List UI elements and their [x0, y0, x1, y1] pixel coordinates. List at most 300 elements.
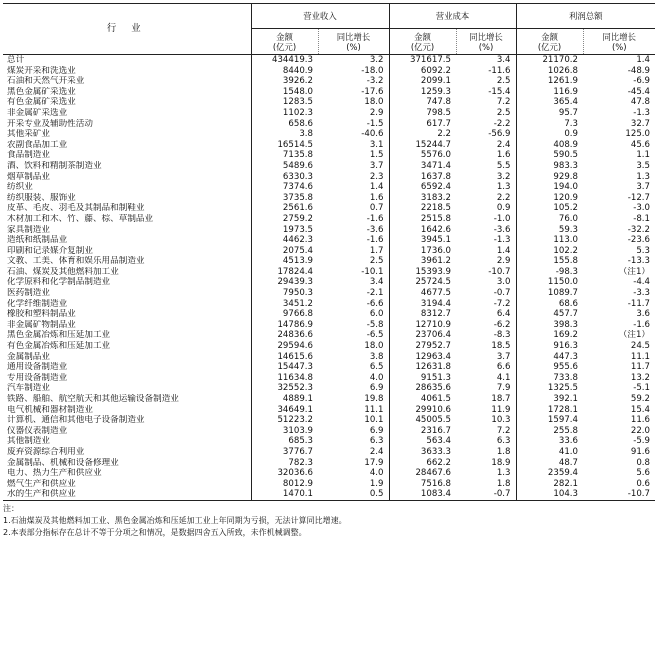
revenue-amount-cell: 1102.3 [282, 107, 313, 118]
profit-amount-cell: 1597.4 [547, 415, 578, 426]
cost-amount-cell: 6592.4 [420, 182, 451, 193]
profit-amount-cell: 48.7 [558, 457, 578, 468]
revenue-growth-cell: -5.8 [318, 320, 389, 331]
profit-amount-cell: 120.9 [553, 192, 578, 203]
cost-amount-cell: 1642.6 [420, 224, 451, 235]
industry-name-cell: 石油和天然气开采业 [3, 76, 251, 87]
revenue-amount-cell: 17824.4 [277, 266, 313, 277]
profit-amount-cell: 1325.5 [547, 383, 578, 394]
industry-name-cell: 仪器仪表制造业 [3, 426, 251, 437]
revenue-growth-cell: -10.1 [318, 267, 389, 278]
industry-name-cell: 石油、煤炭及其他燃料加工业 [3, 267, 251, 278]
revenue-amount-cell: 34649.1 [277, 404, 313, 415]
cost-growth-cell: 18.9 [456, 458, 516, 469]
table-row [3, 288, 655, 299]
profit-growth-cell: 13.2 [630, 372, 650, 383]
table-row [3, 108, 655, 119]
profit-growth-cell: 11.6 [630, 415, 650, 426]
cost-amount-cell: 617.7 [426, 118, 451, 129]
revenue-growth-cell: -3.2 [318, 76, 389, 87]
profit-growth-cell: -48.9 [627, 65, 650, 76]
report-container [3, 3, 655, 539]
industry-name-cell: 有色金属矿采选业 [3, 97, 251, 108]
table-row [3, 394, 655, 405]
profit-growth-cell: -3.3 [633, 288, 650, 299]
revenue-amount-cell: 4513.9 [282, 256, 313, 267]
cost-amount-cell: 563.4 [426, 436, 451, 447]
footnotes [3, 503, 655, 539]
revenue-growth-cell: 0.5 [318, 489, 389, 500]
cost-amount-cell: 2316.7 [420, 425, 451, 436]
cost-amount-cell: 2515.8 [420, 213, 451, 224]
industry-name-cell: 食品制造业 [3, 150, 251, 161]
profit-growth-cell: 45.6 [630, 139, 650, 150]
table-row [3, 299, 655, 310]
revenue-growth-cell: 1.7 [318, 246, 389, 257]
profit-amount-cell: 1150.0 [547, 277, 578, 288]
table-row [3, 214, 655, 225]
cost-growth-cell: -15.4 [456, 87, 516, 98]
revenue-growth-cell: 2.5 [318, 256, 389, 267]
profit-growth-cell: 3.6 [636, 309, 650, 320]
revenue-amount-cell: 434419.3 [271, 55, 313, 65]
industry-finance-table [3, 3, 655, 501]
table-row [3, 182, 655, 193]
cost-amount-cell: 29910.6 [415, 404, 451, 415]
profit-amount-cell: 1026.8 [547, 65, 578, 76]
profit-amount-cell: 41.0 [558, 446, 578, 457]
cost-growth-cell: -10.7 [456, 267, 516, 278]
profit-amount-cell: 169.2 [553, 330, 578, 341]
cost-amount-header: 金额 (亿元) [389, 29, 456, 55]
revenue-growth-cell: -6.6 [318, 299, 389, 310]
revenue-growth-cell: -1.6 [318, 214, 389, 225]
profit-amount-cell: 113.0 [553, 235, 578, 246]
table-row [3, 309, 655, 320]
table-row [3, 225, 655, 236]
cost-growth-cell: 6.6 [456, 362, 516, 373]
revenue-amount-cell: 3776.7 [282, 446, 313, 457]
cost-growth-cell: 7.2 [456, 97, 516, 108]
profit-growth-cell: -4.4 [633, 277, 650, 288]
table-row [3, 76, 655, 87]
footnote-1: 1.石油煤炭及其他燃料加工业、黑色金属冶炼和压延加工业上年同期为亏损，无法计算同比增速。 [3, 515, 347, 525]
revenue-amount-cell: 3926.2 [282, 76, 313, 87]
cost-growth-cell: -0.7 [456, 288, 516, 299]
table-row [3, 140, 655, 151]
revenue-growth-cell: 18.0 [318, 97, 389, 108]
profit-growth-cell: 1.3 [636, 171, 650, 182]
revenue-amount-cell: 7374.6 [282, 182, 313, 193]
profit-growth-cell: -12.7 [627, 192, 650, 203]
cost-amount-cell: 3961.2 [420, 256, 451, 267]
revenue-growth-cell: 2.4 [318, 447, 389, 458]
revenue-amount-cell: 16514.5 [277, 139, 313, 150]
cost-growth-cell: 2.2 [456, 193, 516, 204]
revenue-amount-cell: 1283.5 [282, 97, 313, 108]
industry-name-cell: 电气机械和器材制造业 [3, 405, 251, 416]
cost-growth-cell: 7.2 [456, 426, 516, 437]
profit-amount-cell: 916.3 [553, 341, 578, 352]
cost-amount-cell: 28467.6 [415, 468, 451, 479]
table-row [3, 458, 655, 469]
table-row [3, 267, 655, 278]
industry-name-cell: 金属制品、机械和设备修理业 [3, 458, 251, 469]
table-row [3, 330, 655, 341]
industry-name-cell: 煤炭开采和洗选业 [3, 66, 251, 77]
profit-growth-cell: 11.7 [630, 362, 650, 373]
cost-amount-cell: 371617.5 [409, 55, 451, 65]
revenue-growth-cell: -3.6 [318, 225, 389, 236]
industry-name-cell: 酒、饮料和精制茶制造业 [3, 161, 251, 172]
table-row [3, 246, 655, 257]
revenue-growth-cell: -2.1 [318, 288, 389, 299]
industry-name-cell: 金属制品业 [3, 352, 251, 363]
profit-amount-cell: 95.7 [558, 107, 578, 118]
cost-growth-cell: 2.5 [456, 108, 516, 119]
profit-growth-cell: 59.2 [630, 394, 650, 404]
industry-name-cell: 木材加工和木、竹、藤、棕、草制品业 [3, 214, 251, 225]
industry-name-cell: 纺织服装、服饰业 [3, 193, 251, 204]
profit-growth-cell: 3.7 [636, 182, 650, 193]
profit-amount-cell: 408.9 [553, 139, 578, 150]
revenue-amount-cell: 15447.3 [277, 362, 313, 373]
profit-growth-cell: （注1） [618, 266, 650, 277]
cost-amount-cell: 12710.9 [415, 319, 451, 330]
revenue-growth-cell: 6.3 [318, 436, 389, 447]
profit-growth-cell: 0.8 [636, 457, 650, 468]
table-row [3, 87, 655, 98]
table-row [3, 235, 655, 246]
profit-amount-cell: 76.0 [558, 213, 578, 224]
industry-name-cell: 非金属矿采选业 [3, 108, 251, 119]
table-row [3, 373, 655, 384]
cost-amount-cell: 3183.2 [420, 192, 451, 203]
cost-amount-cell: 3471.4 [420, 160, 451, 171]
cost-amount-cell: 798.5 [426, 107, 451, 118]
table-row [3, 426, 655, 437]
profit-growth-cell: -8.1 [633, 213, 650, 224]
revenue-amount-cell: 685.3 [288, 436, 313, 447]
profit-growth-header: 同比增长 (%) [583, 29, 655, 55]
cost-growth-cell: -0.7 [456, 489, 516, 500]
cost-amount-cell: 27952.7 [415, 341, 451, 352]
table-row [3, 172, 655, 183]
profit-amount-cell: 155.8 [553, 256, 578, 267]
revenue-growth-cell: 18.0 [318, 341, 389, 352]
profit-growth-cell: 1.1 [636, 150, 650, 161]
cost-growth-header: 同比增长 (%) [456, 29, 516, 55]
table-row [3, 479, 655, 490]
cost-growth-cell: 7.9 [456, 383, 516, 394]
cost-amount-cell: 15393.9 [415, 266, 451, 277]
profit-amount-cell: 255.8 [553, 425, 578, 436]
revenue-growth-cell: -1.5 [318, 119, 389, 130]
industry-name-cell: 皮革、毛皮、羽毛及其制品和制鞋业 [3, 203, 251, 214]
cost-growth-cell: 18.7 [456, 394, 516, 405]
cost-growth-cell: 3.2 [456, 172, 516, 183]
revenue-amount-cell: 5489.6 [282, 160, 313, 171]
revenue-amount-cell: 29439.3 [277, 277, 313, 288]
industry-name-cell: 通用设备制造业 [3, 362, 251, 373]
profit-growth-cell: -23.6 [627, 235, 650, 246]
industry-name-cell: 专用设备制造业 [3, 373, 251, 384]
industry-name-cell: 化学原料和化学制品制造业 [3, 277, 251, 288]
revenue-amount-cell: 14615.6 [277, 351, 313, 362]
cost-amount-cell: 7516.8 [420, 478, 451, 489]
profit-growth-cell: 125.0 [625, 129, 650, 140]
table-row [3, 415, 655, 426]
cost-amount-cell: 12963.4 [415, 351, 451, 362]
revenue-growth-cell: 1.4 [318, 182, 389, 193]
revenue-amount-cell: 7135.8 [282, 150, 313, 161]
profit-growth-cell: -3.0 [633, 203, 650, 214]
cost-growth-cell: -56.9 [456, 129, 516, 140]
table-row [3, 97, 655, 108]
revenue-amount-cell: 1470.1 [251, 489, 318, 500]
profit-amount-cell: 929.8 [553, 171, 578, 182]
industry-name-cell: 黑色金属冶炼和压延加工业 [3, 330, 251, 341]
cost-growth-cell: -7.2 [456, 299, 516, 310]
revenue-amount-cell: 11634.8 [277, 372, 313, 383]
industry-name-cell: 农副食品加工业 [3, 140, 251, 151]
profit-amount-cell: 104.3 [516, 489, 583, 500]
cost-amount-cell: 2.2 [437, 129, 451, 140]
revenue-growth-cell: 6.9 [318, 383, 389, 394]
profit-amount-cell: 955.6 [553, 362, 578, 373]
profit-growth-cell: 0.6 [636, 478, 650, 489]
table-row [3, 277, 655, 288]
revenue-growth-cell: 4.0 [318, 373, 389, 384]
revenue-amount-cell: 9766.8 [282, 309, 313, 320]
profit-amount-cell: 21170.2 [542, 55, 578, 65]
profit-growth-cell: -45.4 [627, 86, 650, 97]
revenue-amount-header: 金额 (亿元) [251, 29, 318, 55]
revenue-growth-cell: 10.1 [318, 415, 389, 426]
profit-growth-cell: -1.3 [633, 107, 650, 118]
industry-name-cell: 医药制造业 [3, 288, 251, 299]
cost-growth-cell: 1.8 [456, 447, 516, 458]
cost-growth-cell: -3.6 [456, 225, 516, 236]
table-row [3, 468, 655, 479]
footnote-2: 2.本表部分指标存在总计不等于分项之和情况，是数据四舍五入所致，未作机械调整。 [3, 527, 307, 537]
table-body [3, 55, 655, 501]
profit-amount-cell: 1089.7 [547, 288, 578, 299]
table-row [3, 55, 655, 66]
revenue-amount-cell: 4889.1 [282, 394, 313, 404]
industry-name-cell: 纺织业 [3, 182, 251, 193]
revenue-amount-cell: 24836.6 [277, 330, 313, 341]
table-row [3, 150, 655, 161]
profit-amount-cell: 0.9 [564, 129, 578, 140]
revenue-growth-cell: 6.9 [318, 426, 389, 437]
cost-growth-cell: -1.3 [456, 235, 516, 246]
cost-growth-cell: 1.4 [456, 246, 516, 257]
profit-growth-cell: -13.3 [627, 256, 650, 267]
revenue-amount-cell: 51223.2 [277, 415, 313, 426]
profit-growth-cell: 5.6 [636, 468, 650, 479]
profit-growth-cell: 32.7 [630, 118, 650, 129]
revenue-amount-cell: 658.6 [288, 118, 313, 129]
profit-growth-cell: 1.4 [636, 55, 650, 65]
cost-amount-cell: 1083.4 [389, 489, 456, 500]
cost-growth-cell: -6.2 [456, 320, 516, 331]
revenue-growth-cell: 3.1 [318, 140, 389, 151]
cost-growth-cell: 18.5 [456, 341, 516, 352]
cost-growth-cell: 2.4 [456, 140, 516, 151]
revenue-amount-cell: 3.8 [299, 129, 313, 140]
table-row [3, 256, 655, 267]
cost-growth-cell: -2.2 [456, 119, 516, 130]
profit-amount-cell: -98.3 [555, 266, 578, 277]
profit-amount-cell: 282.1 [553, 478, 578, 489]
cost-amount-cell: 662.2 [426, 457, 451, 468]
profit-amount-cell: 68.6 [558, 298, 578, 309]
industry-name-cell: 其他制造业 [3, 436, 251, 447]
industry-name-cell: 其他采矿业 [3, 129, 251, 140]
industry-name-cell: 印刷和记录媒介复制业 [3, 246, 251, 257]
cost-growth-cell: 1.8 [456, 479, 516, 490]
profit-growth-cell: 15.4 [630, 404, 650, 415]
table-row [3, 161, 655, 172]
profit-growth-cell: -6.9 [633, 76, 650, 87]
industry-name-cell: 废弃资源综合利用业 [3, 447, 251, 458]
revenue-growth-cell: 19.8 [318, 394, 389, 405]
cost-growth-cell: 2.9 [456, 256, 516, 267]
revenue-growth-cell: 3.4 [318, 277, 389, 288]
table-row [3, 193, 655, 204]
profit-growth-cell: -32.2 [627, 224, 650, 235]
industry-name-cell: 有色金属冶炼和压延加工业 [3, 341, 251, 352]
revenue-amount-cell: 8440.9 [282, 65, 313, 76]
cost-growth-cell: -1.0 [456, 214, 516, 225]
table-row [3, 436, 655, 447]
cost-growth-cell: 10.3 [456, 415, 516, 426]
profit-amount-cell: 105.2 [553, 203, 578, 214]
profit-amount-cell: 7.3 [564, 118, 578, 129]
cost-amount-cell: 4677.5 [420, 288, 451, 299]
cost-growth-cell: 3.0 [456, 277, 516, 288]
profit-amount-cell: 2359.4 [547, 468, 578, 479]
industry-name-cell: 烟草制品业 [3, 172, 251, 183]
profit-growth-cell: 47.8 [630, 97, 650, 108]
revenue-amount-cell: 2759.2 [282, 213, 313, 224]
profit-amount-cell: 194.0 [553, 182, 578, 193]
industry-name-cell: 黑色金属矿采选业 [3, 87, 251, 98]
revenue-growth-cell: -40.6 [318, 129, 389, 140]
revenue-growth-cell: -18.0 [318, 66, 389, 77]
cost-amount-cell: 8312.7 [420, 309, 451, 320]
cost-growth-cell: 5.5 [456, 161, 516, 172]
cost-amount-cell: 2218.5 [420, 203, 451, 214]
table-row [3, 129, 655, 140]
revenue-growth-cell: 4.0 [318, 468, 389, 479]
revenue-amount-cell: 3103.9 [282, 425, 313, 436]
profit-amount-cell: 365.4 [553, 97, 578, 108]
revenue-amount-cell: 29594.6 [277, 341, 313, 352]
industry-name-cell: 化学纤维制造业 [3, 299, 251, 310]
revenue-amount-cell: 2075.4 [282, 245, 313, 256]
revenue-growth-cell: 2.9 [318, 108, 389, 119]
profit-growth-cell: 24.5 [630, 341, 650, 352]
revenue-growth-cell: 6.0 [318, 309, 389, 320]
revenue-amount-cell: 8012.9 [282, 478, 313, 489]
revenue-amount-cell: 1973.5 [282, 224, 313, 235]
revenue-growth-cell: -6.5 [318, 330, 389, 341]
revenue-amount-cell: 6330.3 [282, 171, 313, 182]
table-row [3, 341, 655, 352]
cost-growth-cell: 0.9 [456, 203, 516, 214]
profit-amount-cell: 116.9 [553, 86, 578, 97]
revenue-amount-cell: 14786.9 [277, 319, 313, 330]
revenue-amount-cell: 1548.0 [282, 86, 313, 97]
profit-growth-cell: -10.7 [583, 489, 655, 500]
cost-header: 营业成本 [389, 4, 516, 29]
profit-amount-cell: 102.2 [553, 245, 578, 256]
revenue-growth-header: 同比增长 (%) [318, 29, 389, 55]
cost-growth-cell: 6.4 [456, 309, 516, 320]
industry-name-cell: 开采专业及辅助性活动 [3, 119, 251, 130]
industry-name-cell: 文教、工美、体育和娱乐用品制造业 [3, 256, 251, 267]
table-row [3, 66, 655, 77]
industry-name-cell: 总计 [3, 55, 251, 66]
cost-growth-cell: 4.1 [456, 373, 516, 384]
industry-name-cell: 燃气生产和供应业 [3, 479, 251, 490]
cost-amount-cell: 1259.3 [420, 86, 451, 97]
cost-growth-cell: 2.5 [456, 76, 516, 87]
revenue-growth-cell: -17.6 [318, 87, 389, 98]
revenue-amount-cell: 4462.3 [282, 235, 313, 246]
cost-amount-cell: 3194.4 [420, 298, 451, 309]
table-row [3, 383, 655, 394]
revenue-amount-cell: 32552.3 [277, 383, 313, 394]
revenue-amount-cell: 2561.6 [282, 203, 313, 214]
table-row [3, 489, 655, 500]
profit-growth-cell: 3.5 [636, 160, 650, 171]
profit-amount-cell: 447.3 [553, 351, 578, 362]
revenue-growth-cell: 3.2 [318, 55, 389, 66]
profit-amount-cell: 398.3 [553, 319, 578, 330]
cost-growth-cell: -11.6 [456, 66, 516, 77]
profit-amount-cell: 733.8 [553, 372, 578, 383]
industry-name-cell: 铁路、船舶、航空航天和其他运输设备制造业 [3, 394, 251, 405]
footnote-title: 注： [3, 503, 19, 513]
cost-growth-cell: 11.9 [456, 405, 516, 416]
cost-growth-cell: 1.3 [456, 468, 516, 479]
profit-amount-cell: 59.3 [558, 224, 578, 235]
profit-growth-cell: 91.6 [630, 446, 650, 457]
cost-amount-cell: 3633.3 [420, 446, 451, 457]
table-row [3, 352, 655, 363]
revenue-amount-cell: 782.3 [288, 457, 313, 468]
table-row [3, 405, 655, 416]
revenue-growth-cell: -1.6 [318, 235, 389, 246]
cost-amount-cell: 25724.5 [415, 277, 451, 288]
profit-growth-cell: -5.9 [633, 436, 650, 447]
revenue-growth-cell: 6.5 [318, 362, 389, 373]
profit-growth-cell: 5.3 [636, 245, 650, 256]
cost-amount-cell: 23706.4 [415, 330, 451, 341]
revenue-growth-cell: 17.9 [318, 458, 389, 469]
cost-amount-cell: 12631.8 [415, 362, 451, 373]
revenue-amount-cell: 7950.3 [282, 288, 313, 299]
revenue-growth-cell: 0.7 [318, 203, 389, 214]
cost-amount-cell: 4061.5 [420, 394, 451, 404]
cost-amount-cell: 45005.5 [415, 415, 451, 426]
industry-name-cell: 水的生产和供应业 [3, 489, 251, 500]
industry-name-cell: 计算机、通信和其他电子设备制造业 [3, 415, 251, 426]
cost-growth-cell: 3.7 [456, 352, 516, 363]
